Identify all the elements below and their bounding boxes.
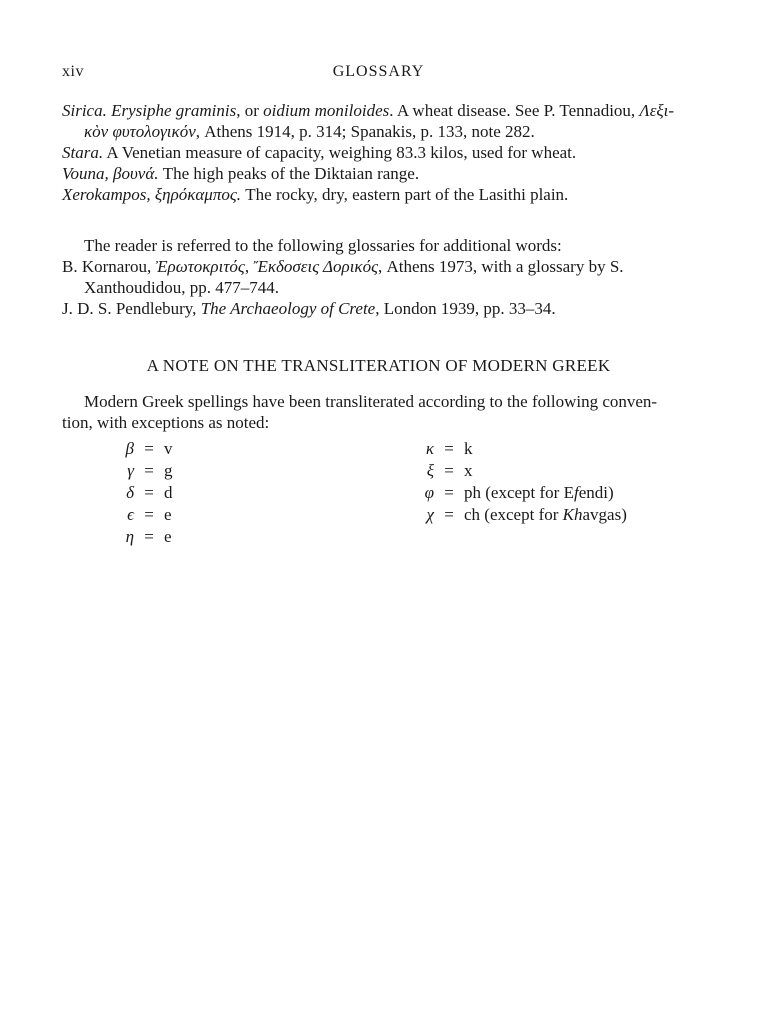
reference-kornarou-line1: B. Kornarou, Ἐρωτοκριτός, Ἔκδοσεις Δορικός, Athens 1973, with a glossary by S. xyxy=(62,257,624,276)
glossary-term: Stara. xyxy=(62,143,104,162)
transliteration-row: β = v xyxy=(125,439,173,458)
section-intro-line2: tion, with exceptions as noted: xyxy=(62,413,270,432)
section-intro-line1: Modern Greek spellings have been transliterated according to the following conven- xyxy=(84,392,658,411)
glossary-entry-stara: Stara. A Venetian measure of capacity, weighing 83.3 kilos, used for wheat. xyxy=(62,143,577,162)
transliteration-row: κ = k xyxy=(425,439,473,458)
glossary-entry-sirica-line1: Sirica. Erysiphe graminis, or oidium moniloides. A wheat disease. See P. Tennadiou, Λεξι- xyxy=(62,101,675,120)
running-title: GLOSSARY xyxy=(332,63,425,80)
transliteration-row: δ = d xyxy=(126,483,173,502)
glossary-entry-sirica-line2: κὸν φυτολογικόν, Athens 1914, p. 314; Spanakis, p. 133, note 282. xyxy=(84,122,535,141)
glossary-term: Sirica. xyxy=(62,101,107,120)
section-title: A NOTE ON THE TRANSLITERATION OF MODERN GREEK xyxy=(146,356,611,375)
glossary-term: Xerokampos, ξηρόκαμπος. xyxy=(62,185,242,204)
transliteration-row: γ = g xyxy=(127,461,173,480)
reference-pendlebury: J. D. S. Pendlebury, The Archaeology of Crete, London 1939, pp. 33–34. xyxy=(62,299,556,318)
transliteration-row: η = e xyxy=(125,527,172,546)
references-intro: The reader is referred to the following glossaries for additional words: xyxy=(84,236,562,255)
page-number: xiv xyxy=(62,63,84,80)
glossary-entry-xerokampos: Xerokampos, ξηρόκαμπος. The rocky, dry, eastern part of the Lasithi plain. xyxy=(62,185,569,204)
transliteration-row: ξ = x xyxy=(426,461,473,480)
transliteration-row: χ = ch (except for Khavgas) xyxy=(426,505,627,524)
glossary-entry-vouna: Vouna, βουνά. The high peaks of the Diktaian range. xyxy=(62,164,420,183)
reference-kornarou-line2: Xanthoudidou, pp. 477–744. xyxy=(84,278,280,297)
transliteration-row: ϵ = e xyxy=(127,505,172,524)
glossary-term: Vouna, βουνά. xyxy=(62,164,159,183)
transliteration-row: φ = ph (except for Efendi) xyxy=(424,483,614,502)
